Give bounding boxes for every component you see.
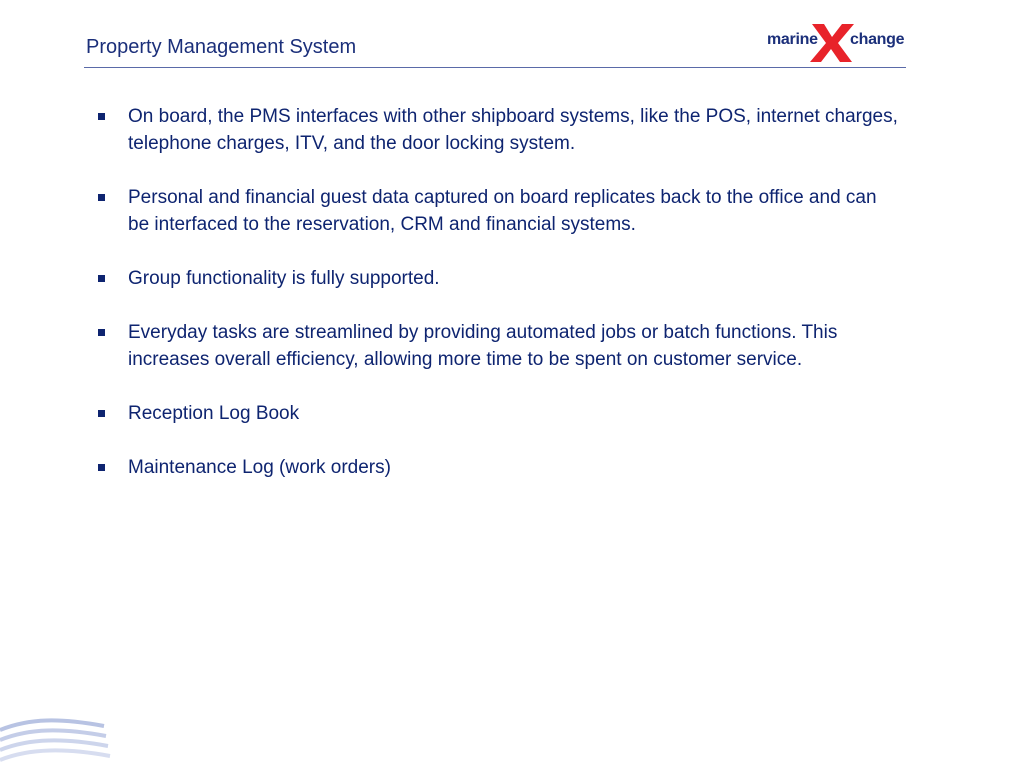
bullet-text: Maintenance Log (work orders) <box>128 457 391 478</box>
logo-text-marine: marine <box>767 31 818 48</box>
bullet-list <box>98 103 898 508</box>
bullet-text: Personal and financial guest data captured on board replicates back to the office and can be interfaced to the reservation, CRM and financial systems. <box>128 187 877 235</box>
square-bullet-icon <box>98 410 105 417</box>
bullet-text: On board, the PMS interfaces with other shipboard systems, like the POS, internet charges, telephone charges, ITV, and the door locking system. <box>128 106 898 154</box>
bullet-item <box>98 103 898 157</box>
bullet-text: Everyday tasks are streamlined by providing automated jobs or batch functions. This increases overall efficiency, allowing more time to be spent on customer service. <box>128 322 838 370</box>
bullet-item <box>98 319 898 373</box>
square-bullet-icon <box>98 275 105 282</box>
square-bullet-icon <box>98 113 105 120</box>
bullet-text: Reception Log Book <box>128 403 300 424</box>
bullet-item <box>98 400 898 427</box>
bullet-item <box>98 265 898 292</box>
logo-text-change: change <box>850 31 905 48</box>
bullet-item <box>98 454 898 481</box>
logo-x-mark-icon <box>808 22 856 64</box>
title-divider <box>84 67 906 68</box>
slide-title: Property Management System <box>86 36 357 58</box>
square-bullet-icon <box>98 194 105 201</box>
bullet-item <box>98 184 898 238</box>
wave-lines-icon <box>0 712 112 768</box>
bullet-text: Group functionality is fully supported. <box>128 268 440 289</box>
marinexchange-logo <box>764 22 910 64</box>
square-bullet-icon <box>98 329 105 336</box>
square-bullet-icon <box>98 464 105 471</box>
